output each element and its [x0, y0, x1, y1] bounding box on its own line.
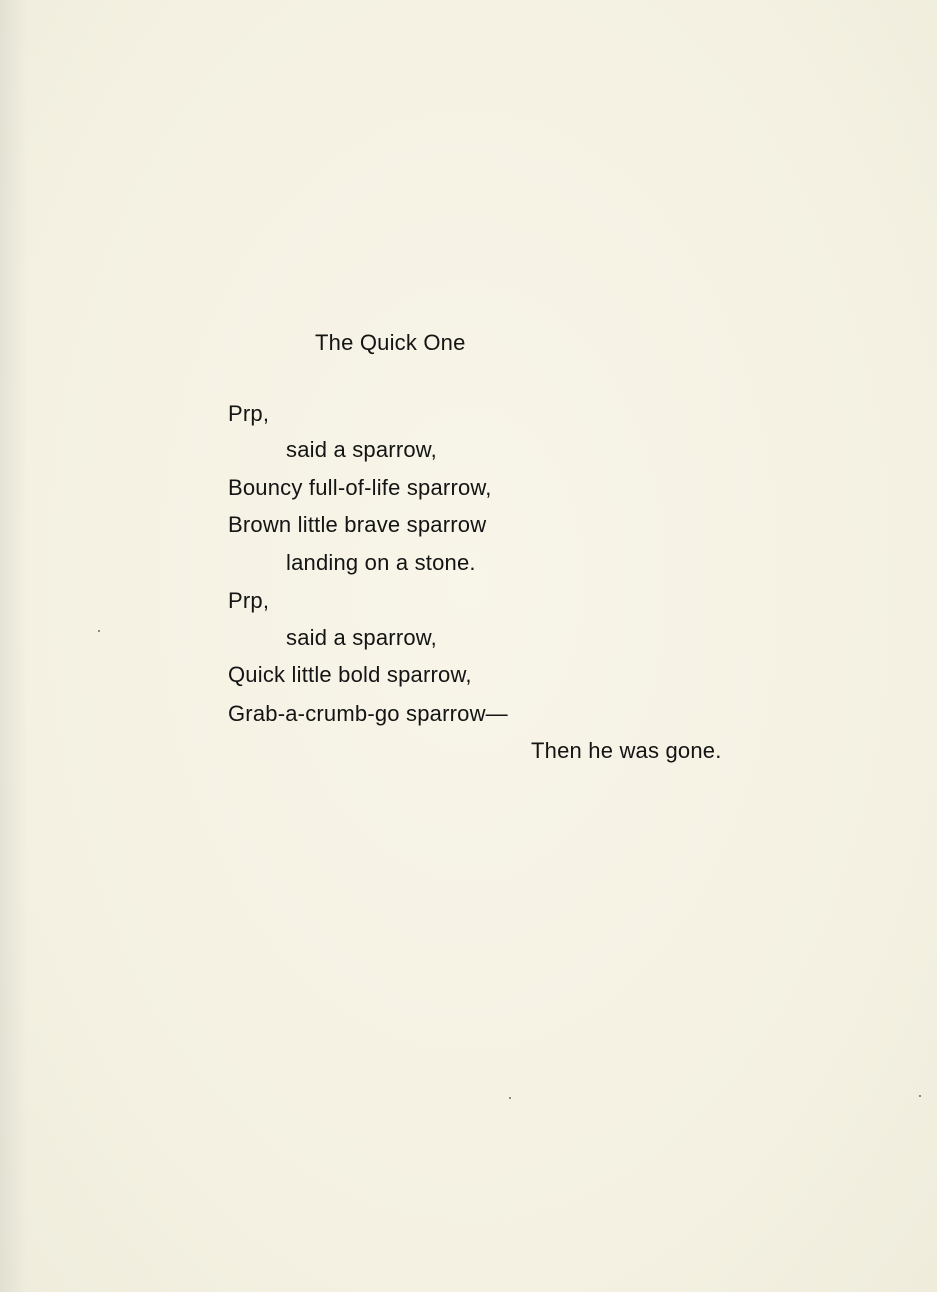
paper-speck	[509, 1097, 511, 1099]
paper-speck	[98, 630, 100, 632]
poem-line-1: Prp,	[228, 401, 270, 426]
poem-line-5: landing on a stone.	[286, 550, 476, 575]
poem-line-3: Bouncy full-of-life sparrow,	[228, 475, 492, 500]
poem-title: The Quick One	[315, 330, 466, 355]
poem-line-10: Then he was gone.	[531, 738, 722, 763]
poem-line-6: Prp,	[228, 588, 270, 613]
poem-line-4: Brown little brave sparrow	[228, 512, 487, 537]
poem-line-9: Grab-a-crumb-go sparrow—	[228, 701, 508, 726]
poem-line-7: said a sparrow,	[286, 625, 437, 650]
paper-speck	[919, 1095, 921, 1097]
poem-line-2: said a sparrow,	[286, 437, 437, 462]
poem-line-8: Quick little bold sparrow,	[228, 662, 472, 687]
